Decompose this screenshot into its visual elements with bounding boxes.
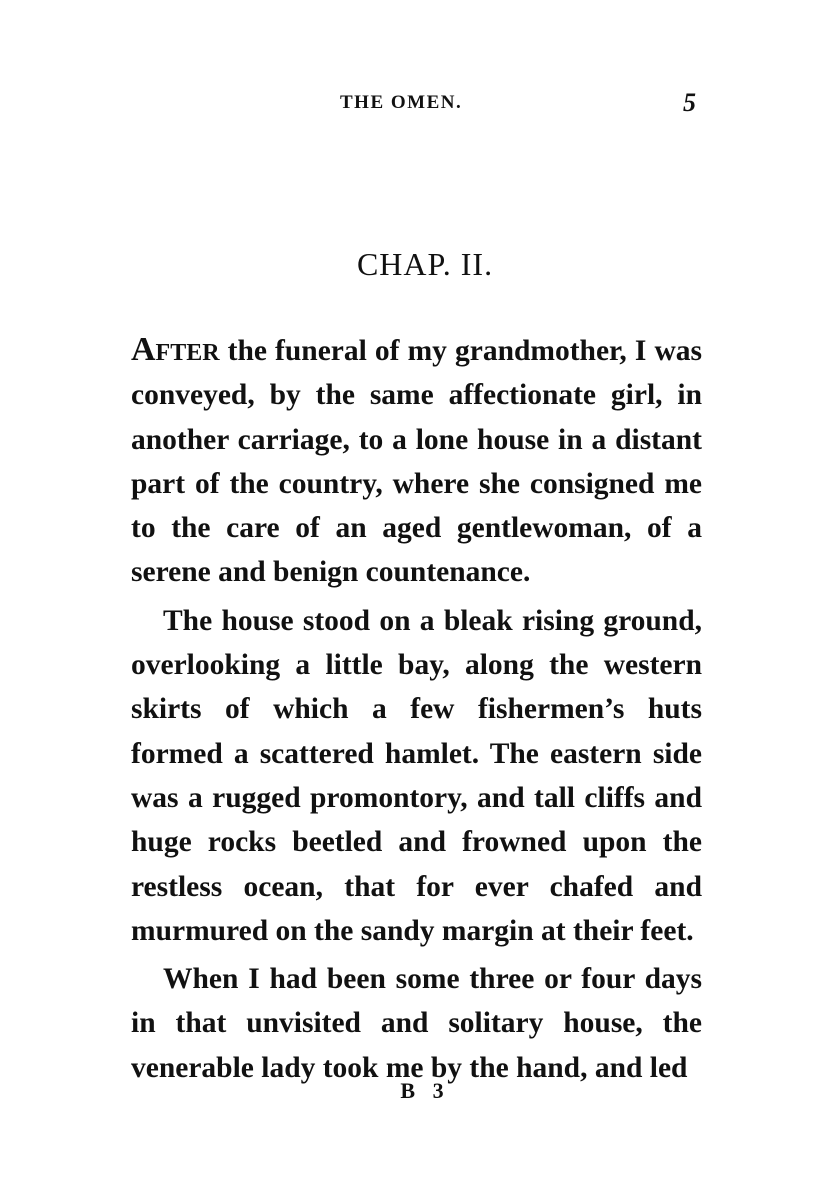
paragraph-1 (131, 328, 702, 595)
chapter-heading: CHAP. II. (356, 246, 494, 282)
signature-mark: B 3 (400, 1078, 450, 1103)
body-text (131, 328, 702, 1090)
paragraph-lead-word: After (131, 331, 220, 368)
paragraph-3: When I had been some three or four days in that unvisited and solitary house, the venerable lady took me by the hand, and led (131, 963, 702, 1084)
running-head (0, 88, 840, 122)
paragraph-2: The house stood on a bleak rising ground, overlooking a little bay, along the western skirts of which a few fishermen’s huts formed a scattered hamlet. The eastern side was a rugged promontory, and tall cliffs and huge rocks beetled and frowned upon the restless ocean, that for ever chafed and murmured on the sandy margin at their feet. (131, 604, 702, 947)
paragraph-1-text: the funeral of my grandmother, I was conveyed, by the same affectionate girl, in another carriage, to a lone house in a distant part of the country, where she consigned me to the care of an aged gentlewoman, of a serene and benign countenance. (131, 335, 702, 589)
page-number: 5 (683, 88, 696, 117)
running-title: THE OMEN. (340, 92, 463, 113)
